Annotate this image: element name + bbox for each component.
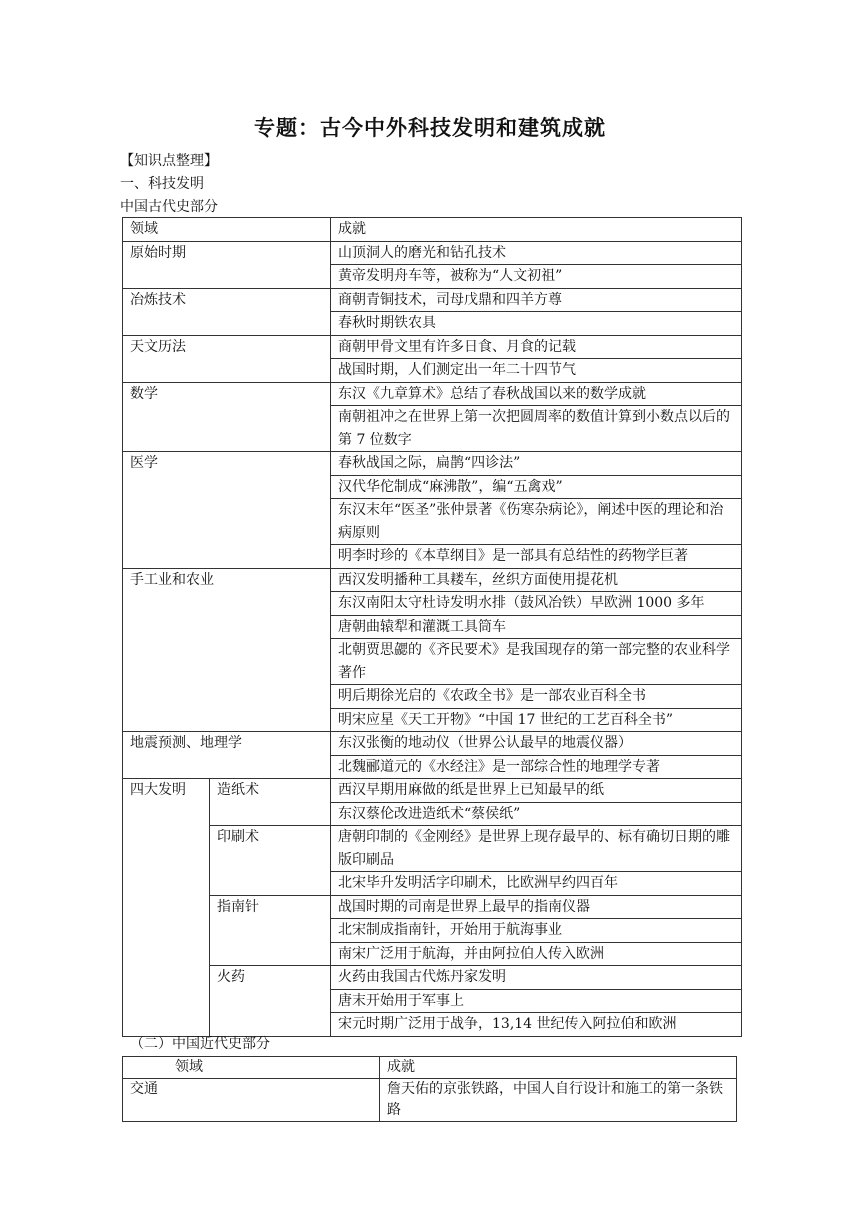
field-cell: 手工业和农业 xyxy=(123,568,331,732)
table-row xyxy=(123,966,742,990)
table-header-row xyxy=(123,218,742,242)
achievement-cell: 战国时期的司南是世界上最早的指南仪器 xyxy=(331,895,742,919)
achievement-cell: 宋元时期广泛用于战争，13,14 世纪传入阿拉伯和欧洲 xyxy=(331,1013,742,1037)
field-cell: 交通 xyxy=(123,1079,380,1122)
table-row xyxy=(123,732,742,756)
invention-name-cell: 造纸术 xyxy=(210,779,331,826)
table-row xyxy=(123,568,742,592)
achievement-cell: 东汉南阳太守杜诗发明水排（鼓风冶铁）早欧洲 1000 多年 xyxy=(331,592,742,616)
achievement-cell: 明李时珍的《本草纲目》是一部具有总结性的药物学巨著 xyxy=(331,545,742,569)
table-row xyxy=(123,288,742,312)
achievement-cell: 火药由我国古代炼丹家发明 xyxy=(331,966,742,990)
achievement-cell: 战国时期，人们测定出一年二十四节气 xyxy=(331,359,742,383)
header-achievement: 成就 xyxy=(380,1057,737,1079)
four-inventions-cell: 四大发明 xyxy=(123,779,210,1037)
ancient-china-table xyxy=(122,217,742,1037)
achievement-cell: 明后期徐光启的《农政全书》是一部农业百科全书 xyxy=(331,685,742,709)
table-header-row xyxy=(123,1057,737,1079)
field-cell: 原始时期 xyxy=(123,241,331,288)
achievement-cell: 春秋时期铁农具 xyxy=(331,312,742,336)
achievement-cell: 唐朝印制的《金刚经》是世界上现存最早的、标有确切日期的雕版印刷品 xyxy=(331,826,742,872)
invention-name-cell: 火药 xyxy=(210,966,331,1037)
header-field: 领域 xyxy=(123,218,331,242)
achievement-cell: 东汉《九章算术》总结了春秋战国以来的数学成就 xyxy=(331,382,742,406)
achievement-cell: 北魏郦道元的《水经注》是一部综合性的地理学专著 xyxy=(331,755,742,779)
subsection-modern-china: （二）中国近代史部分 xyxy=(130,1036,270,1052)
table-row xyxy=(123,826,742,872)
subsection-ancient-china: 中国古代史部分 xyxy=(120,199,218,215)
achievement-cell: 商朝青铜技术，司母戊鼎和四羊方尊 xyxy=(331,288,742,312)
modern-china-table xyxy=(122,1056,737,1122)
table-row xyxy=(123,241,742,265)
table-row xyxy=(123,452,742,476)
table-row xyxy=(123,779,742,803)
section-heading-inventions: 一、科技发明 xyxy=(120,176,204,192)
achievement-cell: 商朝甲骨文里有许多日食、月食的记载 xyxy=(331,335,742,359)
table-row xyxy=(123,1079,737,1122)
field-cell: 医学 xyxy=(123,452,331,569)
invention-name-cell: 指南针 xyxy=(210,895,331,966)
field-cell: 数学 xyxy=(123,382,331,452)
invention-name-cell: 印刷术 xyxy=(210,826,331,896)
achievement-cell: 黄帝发明舟车等，被称为“人文初祖” xyxy=(331,265,742,289)
achievement-cell: 唐末开始用于军事上 xyxy=(331,989,742,1013)
achievement-cell: 东汉末年“医圣”张仲景著《伤寒杂病论》，阐述中医的理论和治病原则 xyxy=(331,499,742,545)
achievement-cell: 南宋广泛用于航海，并由阿拉伯人传入欧洲 xyxy=(331,942,742,966)
field-cell: 地震预测、地理学 xyxy=(123,732,331,779)
field-cell: 天文历法 xyxy=(123,335,331,382)
header-field: 领域 xyxy=(123,1057,380,1079)
achievement-cell: 汉代华佗制成“麻沸散”，编“五禽戏” xyxy=(331,475,742,499)
achievement-cell: 北宋制成指南针，开始用于航海事业 xyxy=(331,919,742,943)
achievement-cell: 山顶洞人的磨光和钻孔技术 xyxy=(331,241,742,265)
achievement-cell: 东汉蔡伦改进造纸术“蔡侯纸” xyxy=(331,802,742,826)
achievement-cell: 西汉发明播种工具耧车，丝织方面使用提花机 xyxy=(331,568,742,592)
achievement-cell: 北朝贾思勰的《齐民要术》是我国现存的第一部完整的农业科学著作 xyxy=(331,639,742,685)
achievement-cell: 唐朝曲辕犁和灌溉工具筒车 xyxy=(331,615,742,639)
achievement-cell: 西汉早期用麻做的纸是世界上已知最早的纸 xyxy=(331,779,742,803)
table-row xyxy=(123,335,742,359)
section-label: 【知识点整理】 xyxy=(120,153,218,169)
achievement-cell: 明宋应星《天工开物》“中国 17 世纪的工艺百科全书” xyxy=(331,708,742,732)
header-achievement: 成就 xyxy=(331,218,742,242)
table-row xyxy=(123,895,742,919)
achievement-cell: 南朝祖冲之在世界上第一次把圆周率的数值计算到小数点以后的第 7 位数字 xyxy=(331,406,742,452)
achievement-cell: 北宋毕升发明活字印刷术，比欧洲早约四百年 xyxy=(331,872,742,896)
table-row xyxy=(123,382,742,406)
page-title: 专题：古今中外科技发明和建筑成就 xyxy=(254,116,606,140)
field-cell: 冶炼技术 xyxy=(123,288,331,335)
achievement-cell: 东汉张衡的地动仪（世界公认最早的地震仪器） xyxy=(331,732,742,756)
achievement-cell: 詹天佑的京张铁路，中国人自行设计和施工的第一条铁路 xyxy=(380,1079,737,1122)
achievement-cell: 春秋战国之际，扁鹊“四诊法” xyxy=(331,452,742,476)
